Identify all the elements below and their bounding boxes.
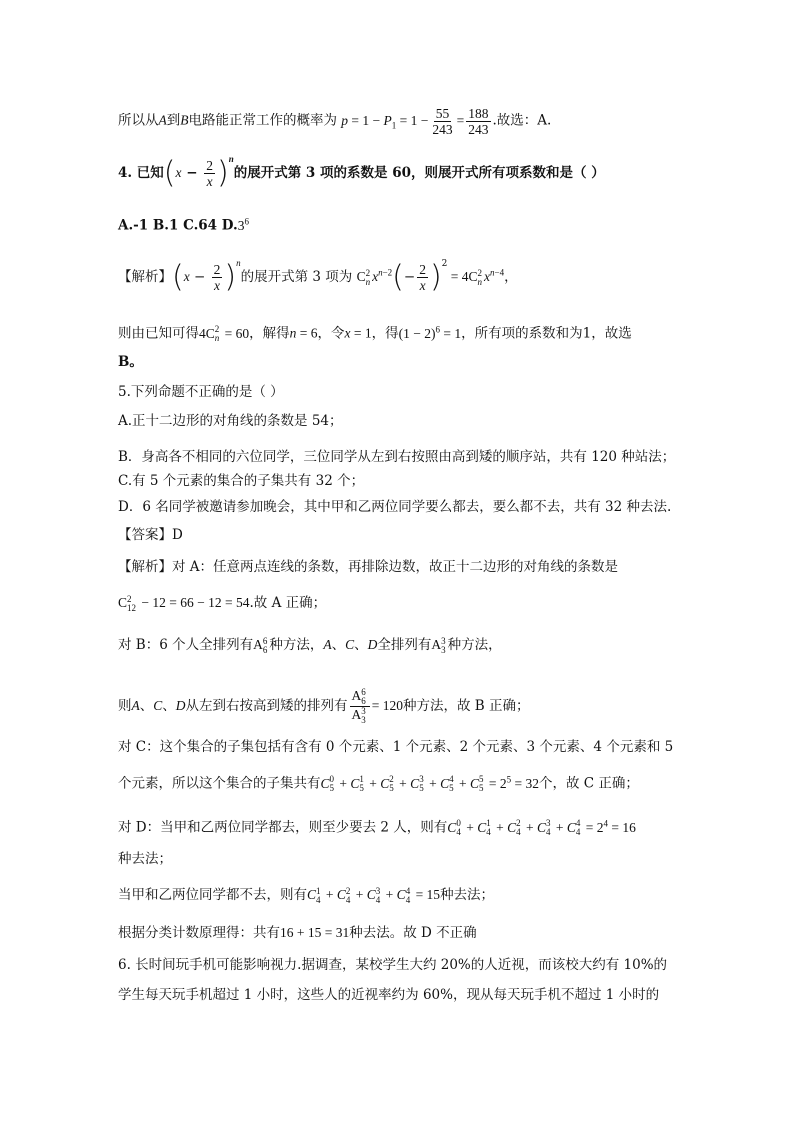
question-5-analysis-a1	[118, 558, 618, 576]
question-5-answer	[118, 526, 183, 544]
text: 对 C：这个集合的子集包括有含有 0 个元素、1 个元素、2 个元素、3 个元素、4 个元素和 5	[118, 739, 674, 755]
question-4-options: A.-1 B.1 C.64 $D.3^6$	[118, 216, 249, 234]
question-5-analysis-d1: 对 D：当甲和乙两位同学都去，则至少要去 2 人，则有C 0 4 + C 1 4 + C 2 4 + C 3 4 + C 4 4 = $2^4 = 16$	[118, 818, 636, 838]
text: D．6 名同学被邀请参加晚会，其中甲和乙两位同学要么都去，要么都不去，共有 32 种去法.	[118, 499, 672, 515]
text: 电路能正常工作的概率为	[188, 112, 337, 129]
formula: $p = 1 - P_1 = 1$ − $\frac{55}{243}$ = $\frac{188}{243}$	[341, 106, 489, 137]
text: 已知	[136, 165, 164, 181]
text: B．身高各不相同的六位同学，三位同学从左到右按照由高到矮的顺序站，共有 120 种站法；	[118, 449, 676, 465]
text: 从左到右按高到矮的排列有	[185, 698, 348, 714]
text: 当甲和乙两位同学都不去，则有	[118, 887, 307, 903]
question-5-analysis-d2	[118, 850, 172, 868]
text: 到	[166, 112, 181, 129]
question-6-stem-2	[118, 986, 659, 1004]
text: 5.下列命题不正确的是（ ）	[118, 384, 284, 400]
question-5-analysis-a2: C 2 12 − 12 = 66 − 12 = 54.故 A 正确；	[118, 593, 327, 613]
text: 所以从	[118, 112, 159, 129]
question-5-option-b	[118, 448, 675, 466]
text: 【解析】对 A：任意两点连线的条数，再排除边数，故正十二边形的对角线的条数是	[118, 559, 619, 575]
question-5-option-a	[118, 412, 343, 430]
question-4-analysis-1: 【解析】(x − $\frac{2}{x}$ )$^n$的展开式第 3 项为 C 2 n $x^{n-2}(-$ $\frac{2}{x}$ )$^2$ = 4C 2 n $x^{n-4}$，	[118, 257, 518, 295]
text: .故 A 正确；	[249, 595, 327, 611]
text: 6. 长时间玩手机可能影响视力.据调查，某校学生大约 20%的人近视，而该校大约有 10%的	[118, 957, 668, 973]
question-5-analysis-d4: 根据分类计数原理得：共有16 + 15 = 31种去法。故 D 不正确	[118, 925, 477, 941]
analysis-label: 【解析】	[118, 269, 172, 285]
text: 种去法；	[118, 851, 172, 867]
text: 对 D：当甲和乙两位同学都去，则至少要去 2 人，则有	[118, 819, 448, 836]
text: 种方法，故 B 正确；	[403, 698, 530, 714]
text: 种去法；	[440, 887, 495, 903]
line-probability-conclusion: 所以从A到B电路能正常工作的概率为 $p = 1 - P_1 = 1$ − $\frac{55}{243}$ = $\frac{188}{243}$ .故选：A.	[118, 106, 552, 137]
text: 种方法，	[447, 637, 502, 653]
options: A.-1 B.1 C.64 D.	[118, 217, 238, 234]
question-5-analysis-c1	[118, 738, 673, 756]
text: 的展开式第 3 项的系数是 60，则展开式所有项系数和是（ ）	[233, 165, 605, 181]
text: .故选：A.	[492, 112, 552, 129]
text: 种方法，	[269, 637, 324, 653]
question-5-option-c	[118, 472, 364, 490]
text: 种去法。故 D 不正确	[349, 925, 477, 941]
text: B。	[118, 354, 143, 370]
text: 【答案】D	[118, 527, 183, 543]
text: 对 B：6 个人全排列有	[118, 637, 254, 653]
text: A.正十二边形的对角线的条数是 54；	[118, 413, 343, 429]
text: C.有 5 个元素的集合的子集共有 32 个；	[118, 473, 365, 489]
text: ，得	[371, 325, 399, 342]
question-4-analysis-2: 则由已知可得4C 2 n = 60，解得n = 6，令x = 1，得$(1 - 2)^6 = 1$，所有项的系数和为1，故选	[118, 324, 632, 344]
question-5-analysis-c2: 个元素，所以这个集合的子集共有C 0 5 + C 1 5 + C 2 5 + C 3 5 + C 4 5 + C 5 5 = $2^5 = 32$个，故 C 正确；	[118, 774, 639, 794]
question-5-stem	[118, 383, 284, 401]
text: 则	[118, 698, 132, 714]
text: 则由已知可得	[118, 325, 199, 342]
question-5-analysis-d3: 当甲和乙两位同学都不去，则有C 1 4 + C 2 4 + C 3 4 + C 4 4 = 15种去法；	[118, 885, 495, 905]
question-4-answer	[118, 353, 143, 371]
question-4-stem: 4. 已知(x − $\frac{2}{x}$ )$^n$的展开式第 3 项的系数是 60，则展开式所有项系数和是（ ）	[118, 153, 605, 191]
text: ，所有项的系数和为1，故选	[461, 325, 632, 342]
text: 根据分类计数原理得：共有	[118, 925, 280, 941]
question-5-analysis-b2: 则A、C、D从左到右按高到矮的排列有 A 6 6 A 3 3 = 120种方法，故 B 正确；	[118, 687, 530, 725]
text: ，解得	[249, 325, 290, 342]
text: 个元素，所以这个集合的子集共有	[118, 775, 321, 792]
question-6-stem-1	[118, 956, 667, 974]
text: 的展开式第 3 项为	[240, 269, 353, 285]
question-5-analysis-b1: 对 B：6 个人全排列有A 6 6 种方法，A、C、D全排列有A 3 3 种方法，	[118, 635, 502, 655]
text: 全排列有	[377, 637, 432, 653]
question-number: 4.	[118, 165, 133, 181]
text: 个，故 C 正确；	[538, 775, 639, 792]
text: 学生每天玩手机超过 1 小时，这些人的近视率约为 60%，现从每天玩手机不超过 1 小时的	[118, 987, 660, 1003]
question-5-option-d	[118, 498, 671, 516]
text: ，令	[317, 325, 345, 342]
